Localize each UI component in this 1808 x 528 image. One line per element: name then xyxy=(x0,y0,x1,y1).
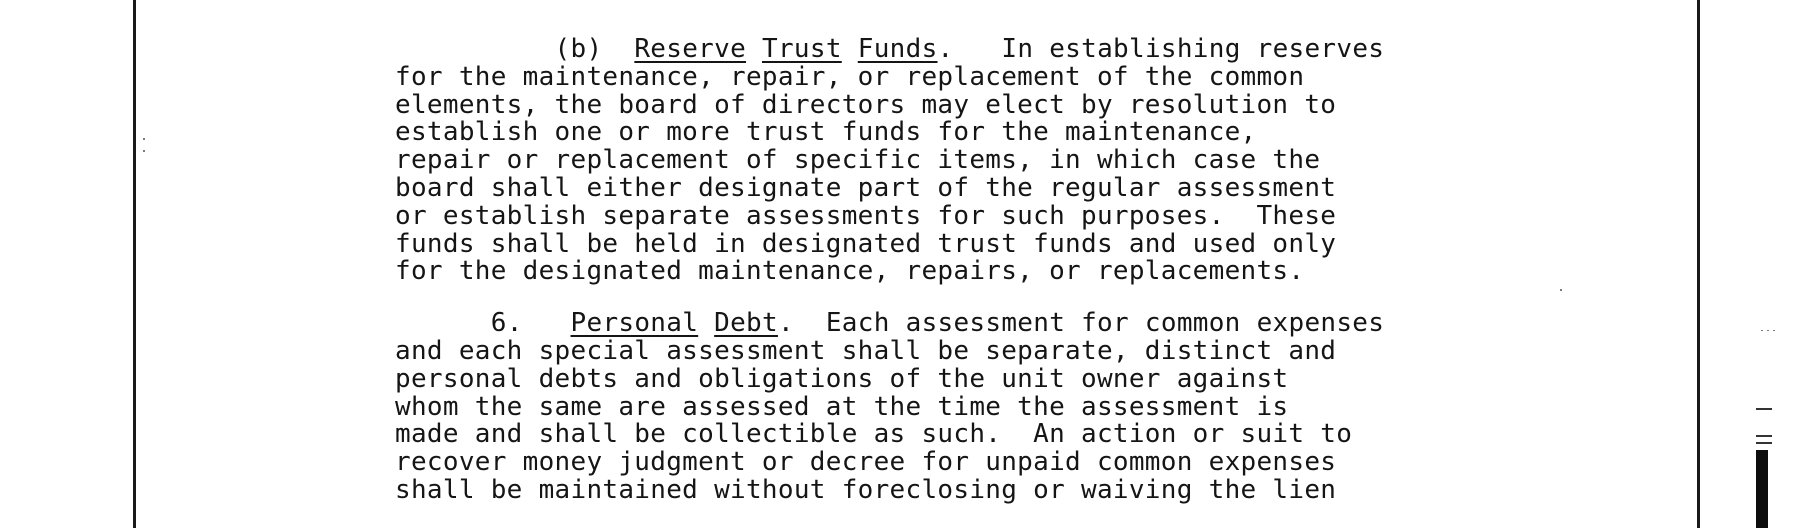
paragraph-line: personal debts and obligations of the unit owner against xyxy=(395,363,1289,394)
margin-mark xyxy=(1756,408,1772,410)
margin-bar xyxy=(1756,450,1768,528)
section-6-heading-line: 6. Personal Debt. Each assessment for common expenses xyxy=(490,308,1385,339)
paragraph-line: repair or replacement of specific items, in which case the xyxy=(395,145,1321,176)
section-b-heading-line: (b) Reserve Trust Funds. In establishing reserves xyxy=(554,34,1385,64)
scan-speck xyxy=(1773,330,1775,331)
margin-mark xyxy=(1756,442,1772,444)
paragraph-line: establish one or more trust funds for the maintenance, xyxy=(395,117,1257,148)
paragraph-line: funds shall be held in designated trust funds and used only xyxy=(395,228,1337,259)
section-b-heading-word: Reserve xyxy=(634,34,747,64)
paragraph-line: made and shall be collectible as such. An action or suit to xyxy=(395,419,1353,450)
paragraph-line: for the maintenance, repair, or replacement of the common xyxy=(395,61,1305,92)
section-b-first-line-rest: In establishing reserves xyxy=(1001,34,1385,64)
section-6-first-line-rest: Each assessment for common expenses xyxy=(825,308,1385,339)
scan-speck xyxy=(1767,330,1769,331)
paragraph-line: board shall either designate part of the regular assessment xyxy=(395,172,1337,203)
paragraph-line: and each special assessment shall be separate, distinct and xyxy=(395,335,1337,366)
section-6-heading-word: Debt xyxy=(714,308,778,339)
section-6-number: 6. xyxy=(490,308,523,339)
scan-speck xyxy=(143,138,145,140)
paragraph-line: or establish separate assessments for such purposes. These xyxy=(395,200,1337,231)
page-border-left xyxy=(133,0,136,528)
paragraph-line: elements, the board of directors may elect by resolution to xyxy=(395,89,1337,120)
paragraph-line: recover money judgment or decree for unpaid common expenses xyxy=(395,447,1337,478)
margin-mark xyxy=(1756,435,1772,437)
section-b-heading-word: Funds xyxy=(857,34,938,64)
paragraph-line: for the designated maintenance, repairs, or replacements. xyxy=(395,256,1305,287)
paragraph-line: whom the same are assessed at the time the assessment is xyxy=(395,391,1289,422)
paragraph-line: shall be maintained without foreclosing or waiving the lien xyxy=(395,474,1337,505)
scan-speck xyxy=(1761,330,1763,331)
section-b-lead: (b) xyxy=(554,34,603,64)
page-border-right xyxy=(1697,0,1700,528)
paragraph-gap xyxy=(395,286,1595,310)
scan-speck xyxy=(1560,289,1562,291)
section-b-heading-word: Trust xyxy=(762,34,842,64)
scan-speck xyxy=(143,150,145,152)
document-body xyxy=(395,36,1595,505)
section-6-heading-word: Personal xyxy=(570,308,699,339)
